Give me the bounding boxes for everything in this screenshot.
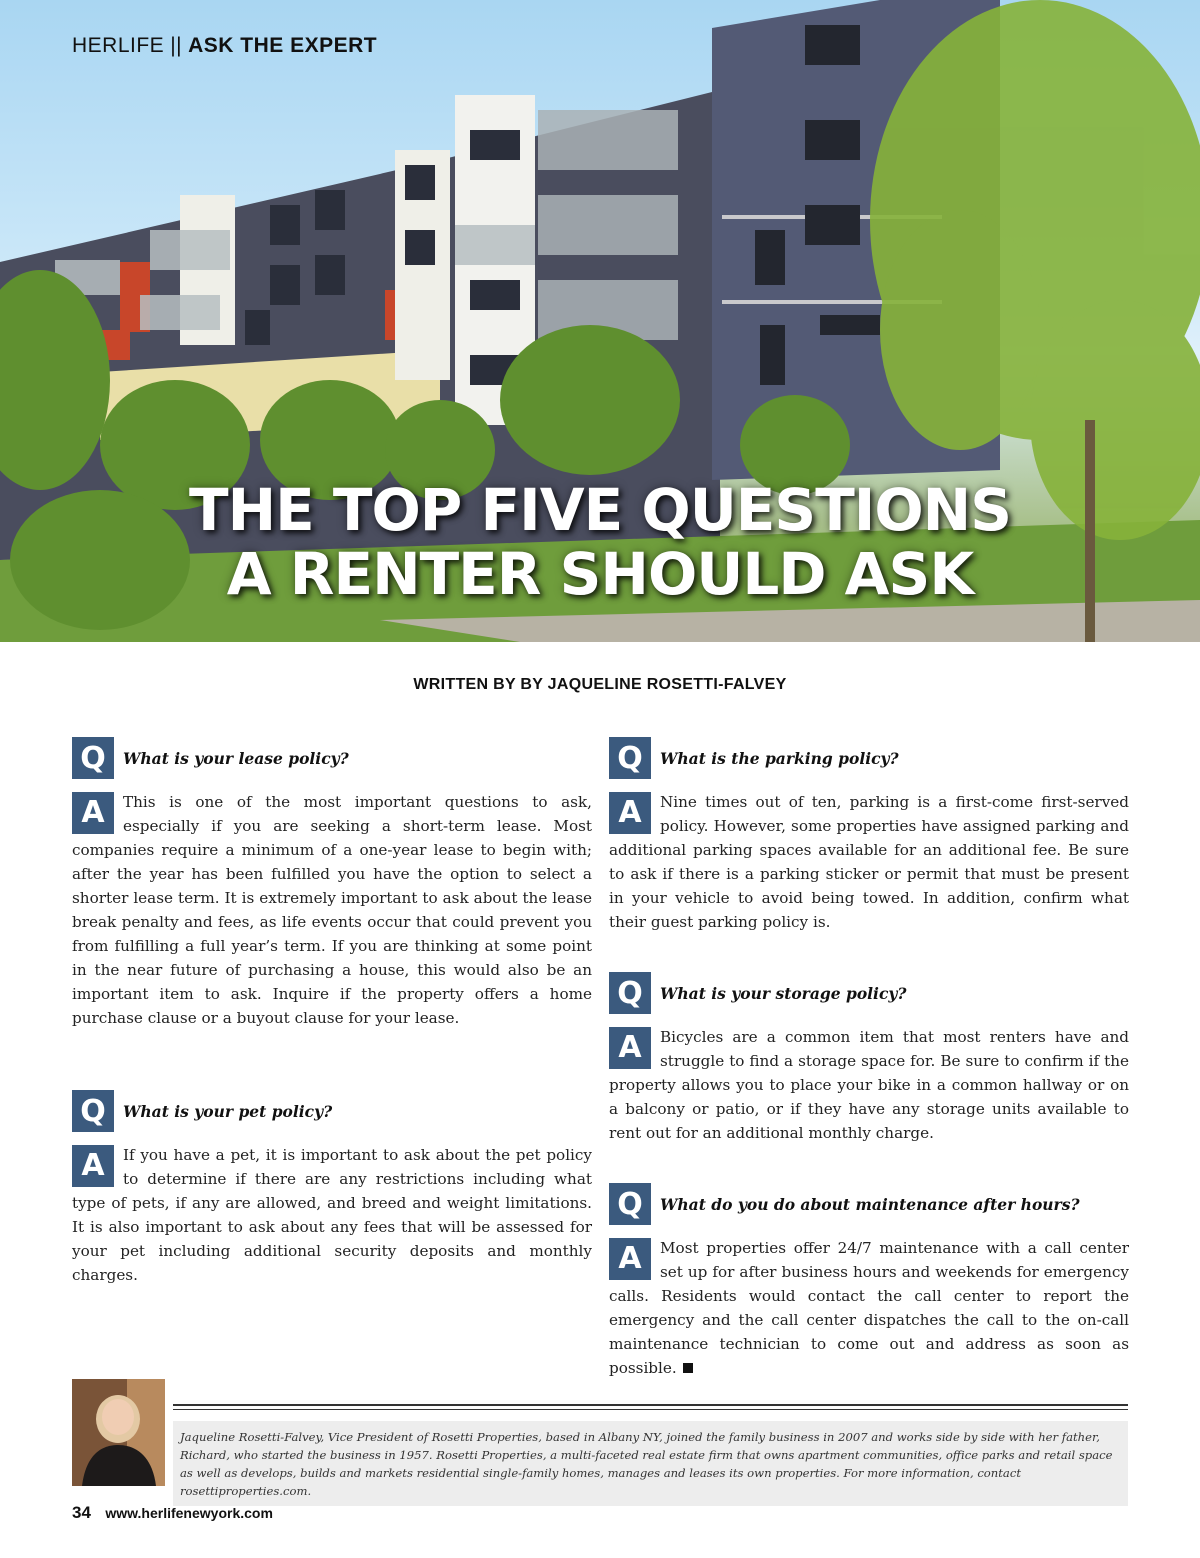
- headline-line-2: A RENTER SHOULD ASK: [226, 540, 974, 608]
- answer-badge: A: [609, 792, 651, 834]
- question-badge: Q: [72, 1090, 114, 1132]
- website-link[interactable]: www.herlifenewyork.com: [105, 1505, 273, 1521]
- question-text: What is your storage policy?: [660, 983, 907, 1003]
- page-footer: [72, 1503, 273, 1523]
- answer-block: [72, 790, 592, 1030]
- section-name: HERLIFE: [72, 34, 165, 57]
- question-row: [72, 737, 592, 779]
- qa-lease-policy: [72, 737, 592, 1030]
- headline-line-1: THE TOP FIVE QUESTIONS: [189, 476, 1011, 544]
- author-photo: [72, 1379, 165, 1486]
- author-portrait-icon: [72, 1379, 165, 1486]
- question-text: What do you do about maintenance after hours?: [660, 1194, 1080, 1214]
- column-name: ASK THE EXPERT: [188, 34, 378, 57]
- answer-badge: A: [72, 1145, 114, 1187]
- question-badge: Q: [72, 737, 114, 779]
- answer-badge: A: [72, 792, 114, 834]
- section-separator: ||: [170, 34, 183, 57]
- hero-image: [0, 0, 1200, 642]
- answer-block: [609, 1025, 1129, 1145]
- answer-text: If you have a pet, it is important to ask about the pet policy to determine if there are any restrictions including what type of pets, if any are allowed, and breed and weight limitations. It is also important to ask about any fees that will be assessed for your pet including additional security deposits and monthly charges.: [72, 1146, 592, 1284]
- question-badge: Q: [609, 1183, 651, 1225]
- question-row: [72, 1090, 592, 1132]
- question-text: What is the parking policy?: [660, 748, 899, 768]
- question-badge: Q: [609, 737, 651, 779]
- answer-text: Nine times out of ten, parking is a first-come first-served policy. However, some properties have assigned parking and additional parking spaces available for an additional fee. Be sure to ask if there is a parking sticker or permit that must be present in your vehicle to avoid being towed. In addition, confirm what their guest parking policy is.: [609, 793, 1129, 931]
- question-text: What is your lease policy?: [123, 748, 349, 768]
- qa-storage-policy: [609, 972, 1129, 1145]
- page-number: 34: [72, 1503, 91, 1522]
- bio-divider-thin: [173, 1409, 1128, 1410]
- qa-parking-policy: [609, 737, 1129, 934]
- question-text: What is your pet policy?: [123, 1101, 333, 1121]
- section-header: [72, 34, 377, 58]
- bio-divider: [173, 1404, 1128, 1406]
- answer-block: [609, 790, 1129, 934]
- qa-maintenance: [609, 1183, 1129, 1380]
- qa-pet-policy: [72, 1090, 592, 1287]
- question-row: [609, 737, 1129, 779]
- answer-badge: A: [609, 1027, 651, 1069]
- answer-text: Most properties offer 24/7 maintenance with a call center set up for after business hours and weekends for emergency calls. Residents would contact the call center to report the emergency and the call center dispatches the call to the on-call maintenance technician to come out and address as soon as possible.: [609, 1239, 1129, 1377]
- left-column: [72, 737, 592, 1329]
- answer-text: This is one of the most important questions to ask, especially if you are seeking a short-term lease. Most companies require a minimum of a one-year lease to begin with; after the year has been fulfilled you have the option to select a shorter lease term. It is extremely important to ask about the lease break penalty and fees, as life events occur that could prevent you from fulfilling a full year’s term. If you are thinking at some point in the near future of purchasing a house, this would also be an important item to ask. Inquire if the property offers a home purchase clause or a buyout clause for your lease.: [72, 793, 592, 1027]
- author-bio: Jaqueline Rosetti-Falvey, Vice President of Rosetti Properties, based in Albany NY, joined the family business in 2007 and works side by side with her father, Richard, who started the business in 1957. Rosetti Properties, a multi-faceted real estate firm that owns apartment communities, office parks and retail space as well as develops, builds and markets residential single-family homes, manages and leases its own properties. For more information, contact rosettiproperties.com.: [173, 1421, 1128, 1506]
- answer-block: [72, 1143, 592, 1287]
- right-column: [609, 737, 1129, 1422]
- answer-badge: A: [609, 1238, 651, 1280]
- question-row: [609, 972, 1129, 1014]
- answer-block: [609, 1236, 1129, 1380]
- question-row: [609, 1183, 1129, 1225]
- answer-text: Bicycles are a common item that most renters have and struggle to find a storage space for. Be sure to confirm if the property allows you to place your bike in a common hallway or on a balcony or patio, or if they have any storage units available to rent out for an additional monthly charge.: [609, 1028, 1129, 1142]
- byline: WRITTEN BY BY JAQUELINE ROSETTI-FALVEY: [413, 676, 787, 693]
- question-badge: Q: [609, 972, 651, 1014]
- end-of-article-icon: [683, 1363, 693, 1373]
- article-headline: [0, 478, 1200, 606]
